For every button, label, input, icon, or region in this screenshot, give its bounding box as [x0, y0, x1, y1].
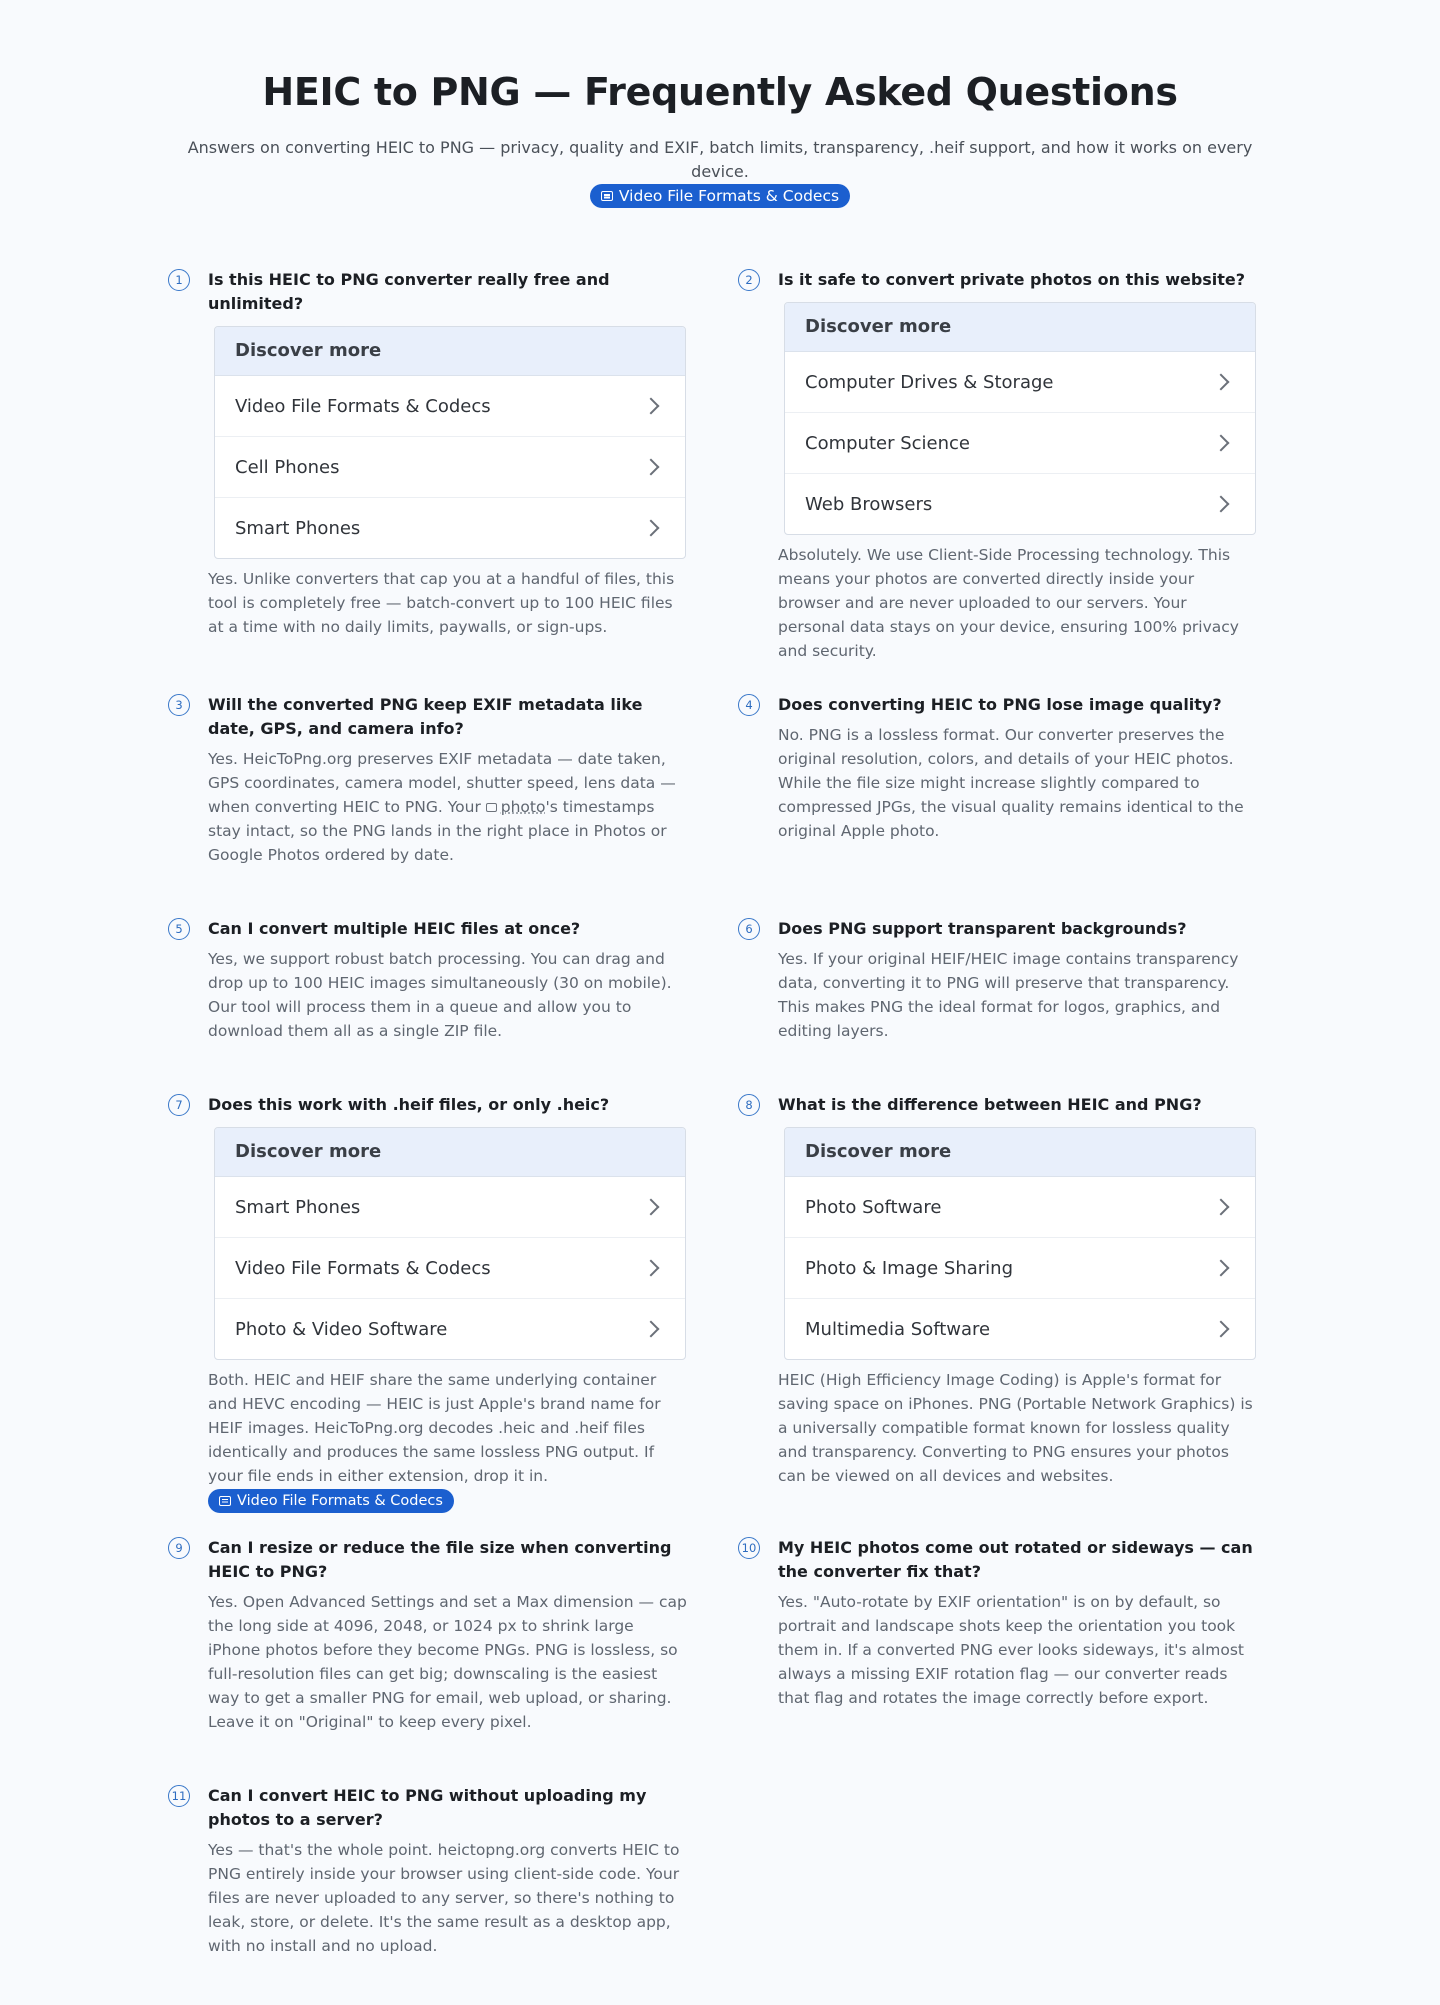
faq-question: Does PNG support transparent backgrounds?	[778, 919, 1187, 938]
discover-item[interactable]: Multimedia Software	[785, 1299, 1255, 1359]
discover-more-title: Discover more	[215, 327, 685, 376]
faq-number-badge: 10	[738, 1537, 760, 1559]
discover-more-title: Discover more	[785, 1128, 1255, 1177]
discover-item[interactable]: Web Browsers	[785, 474, 1255, 534]
faq-answer: Yes. Open Advanced Settings and set a Max dimension — cap the long side at 4096, 2048, or 1024 px to shrink large iPhone photos before they become PNGs. PNG is lossless, so full-resolution files can get big; downscaling is the easiest way to get a smaller PNG for email, web upload, or sharing. Leave it on "Original" to keep every pixel.	[208, 1593, 687, 1731]
faq-answer: Yes. If your original HEIF/HEIC image contains transparency data, converting it to PNG will preserve that transparency. This makes PNG the ideal format for logos, graphics, and editing layers.	[778, 950, 1239, 1040]
faq-item-6	[738, 917, 1258, 1043]
topic-pill-link[interactable]: Video File Formats & Codecs	[208, 1489, 454, 1513]
faq-number-badge: 7	[168, 1094, 190, 1116]
discover-more-panel	[214, 326, 686, 559]
discover-item[interactable]: Video File Formats & Codecs	[215, 1238, 685, 1299]
link-card-icon	[601, 191, 613, 201]
discover-item[interactable]: Computer Science	[785, 413, 1255, 474]
faq-question: Does converting HEIC to PNG lose image quality?	[778, 695, 1222, 714]
link-card-icon	[219, 1496, 231, 1506]
chevron-right-icon	[643, 520, 660, 537]
chevron-right-icon	[643, 1199, 660, 1216]
faq-item-3	[168, 693, 688, 867]
faq-number-badge: 6	[738, 918, 760, 940]
faq-answer: Both. HEIC and HEIF share the same underlying container and HEVC encoding — HEIC is just Apple's brand name for HEIF images. HeicToPng.org decodes .heic and .heif files identically and produces the same lossless PNG output. If your file ends in either extension, drop it in. Video File Formats & Codecs	[208, 1368, 688, 1513]
chevron-right-icon	[1213, 374, 1230, 391]
faq-question: Does this work with .heif files, or only .heic?	[208, 1095, 610, 1114]
chevron-right-icon	[1213, 1321, 1230, 1338]
faq-item-7	[168, 1093, 688, 1513]
page-title: HEIC to PNG — Frequently Asked Questions	[262, 70, 1178, 114]
faq-question: Will the converted PNG keep EXIF metadata like date, GPS, and camera info?	[208, 695, 643, 738]
photo-inline-link[interactable]: photo	[500, 798, 546, 816]
faq-answer: No. PNG is a lossless format. Our converter preserves the original resolution, colors, and details of your HEIC photos. While the file size might increase slightly compared to compressed JPGs, the visual quality remains identical to the original Apple photo.	[778, 726, 1244, 840]
faq-question: Can I convert HEIC to PNG without uploading my photos to a server?	[208, 1786, 647, 1829]
discover-more-panel	[214, 1127, 686, 1360]
faq-item-1	[168, 268, 688, 639]
faq-number-badge: 9	[168, 1537, 190, 1559]
faq-question: Can I resize or reduce the file size when converting HEIC to PNG?	[208, 1538, 672, 1581]
chevron-right-icon	[1213, 496, 1230, 513]
faq-answer: Yes. "Auto-rotate by EXIF orientation" is on by default, so portrait and landscape shots keep the orientation you took them in. If a converted PNG ever looks sideways, it's almost always a missing EXIF rotation flag — our converter reads that flag and rotates the image correctly before export.	[778, 1593, 1245, 1707]
discover-item[interactable]: Computer Drives & Storage	[785, 352, 1255, 413]
faq-number-badge: 8	[738, 1094, 760, 1116]
chevron-right-icon	[643, 1260, 660, 1277]
chevron-right-icon	[643, 1321, 660, 1338]
faq-item-4	[738, 693, 1258, 843]
chevron-right-icon	[643, 398, 660, 415]
topic-pill-link[interactable]	[590, 184, 850, 208]
faq-question: My HEIC photos come out rotated or sideways — can the converter fix that?	[778, 1538, 1253, 1581]
faq-answer: Yes. Unlike converters that cap you at a handful of files, this tool is completely free — batch-convert up to 100 HEIC files at a time with no daily limits, paywalls, or sign-ups.	[208, 570, 675, 636]
topic-pill-label: Video File Formats & Codecs	[618, 187, 840, 205]
discover-more-panel	[784, 1127, 1256, 1360]
faq-item-9	[168, 1536, 688, 1734]
faq-answer: HEIC (High Efficiency Image Coding) is Apple's format for saving space on iPhones. PNG (Portable Network Graphics) is a universally compatible format known for lossless quality and transparency. Converting to PNG ensures your photos can be viewed on all devices and websites.	[778, 1371, 1253, 1485]
faq-item-10	[738, 1536, 1258, 1710]
faq-item-5	[168, 917, 688, 1043]
faq-answer: Yes. HeicToPng.org preserves EXIF metadata — date taken, GPS coordinates, camera model, shutter speed, lens data — when converting HEIC to PNG. Your photo's timestamps stay intact, so the PNG lands in the right place in Photos or Google Photos ordered by date.	[208, 750, 676, 864]
chevron-right-icon	[1213, 1260, 1230, 1277]
discover-item[interactable]: Smart Phones	[215, 498, 685, 558]
discover-item[interactable]: Photo & Video Software	[215, 1299, 685, 1359]
faq-number-badge: 4	[738, 694, 760, 716]
faq-item-11	[168, 1784, 688, 1958]
discover-more-title: Discover more	[215, 1128, 685, 1177]
page-subtitle: Answers on converting HEIC to PNG — privacy, quality and EXIF, batch limits, transparency, .heif support, and how it works on every device.	[187, 138, 1253, 181]
discover-item[interactable]: Cell Phones	[215, 437, 685, 498]
faq-question: Is it safe to convert private photos on this website?	[778, 270, 1246, 289]
faq-answer: Yes — that's the whole point. heictopng.org converts HEIC to PNG entirely inside your browser using client-side code. Your files are never uploaded to any server, so there's nothing to leak, store, or delete. It's the same result as a desktop app, with no install and no upload.	[208, 1841, 680, 1955]
chevron-right-icon	[643, 459, 660, 476]
faq-item-2	[738, 268, 1258, 663]
chevron-right-icon	[1213, 435, 1230, 452]
faq-number-badge: 11	[168, 1785, 190, 1807]
discover-item[interactable]: Video File Formats & Codecs	[215, 376, 685, 437]
discover-item[interactable]: Photo Software	[785, 1177, 1255, 1238]
faq-number-badge: 5	[168, 918, 190, 940]
faq-question: What is the difference between HEIC and PNG?	[778, 1095, 1202, 1114]
discover-item[interactable]: Photo & Image Sharing	[785, 1238, 1255, 1299]
discover-more-panel	[784, 302, 1256, 535]
faq-number-badge: 2	[738, 269, 760, 291]
discover-item[interactable]: Smart Phones	[215, 1177, 685, 1238]
faq-number-badge: 1	[168, 269, 190, 291]
link-card-icon	[486, 803, 497, 812]
discover-more-title: Discover more	[785, 303, 1255, 352]
faq-question: Is this HEIC to PNG converter really free and unlimited?	[208, 270, 610, 313]
chevron-right-icon	[1213, 1199, 1230, 1216]
faq-answer: Yes, we support robust batch processing. You can drag and drop up to 100 HEIC images simultaneously (30 on mobile). Our tool will process them in a queue and allow you to download them all as a single ZIP file.	[208, 950, 672, 1040]
faq-item-8	[738, 1093, 1258, 1488]
faq-question: Can I convert multiple HEIC files at once?	[208, 919, 581, 938]
faq-number-badge: 3	[168, 694, 190, 716]
faq-answer: Absolutely. We use Client-Side Processing technology. This means your photos are converted directly inside your browser and are never uploaded to our servers. Your personal data stays on your device, ensuring 100% privacy and security.	[778, 546, 1239, 660]
